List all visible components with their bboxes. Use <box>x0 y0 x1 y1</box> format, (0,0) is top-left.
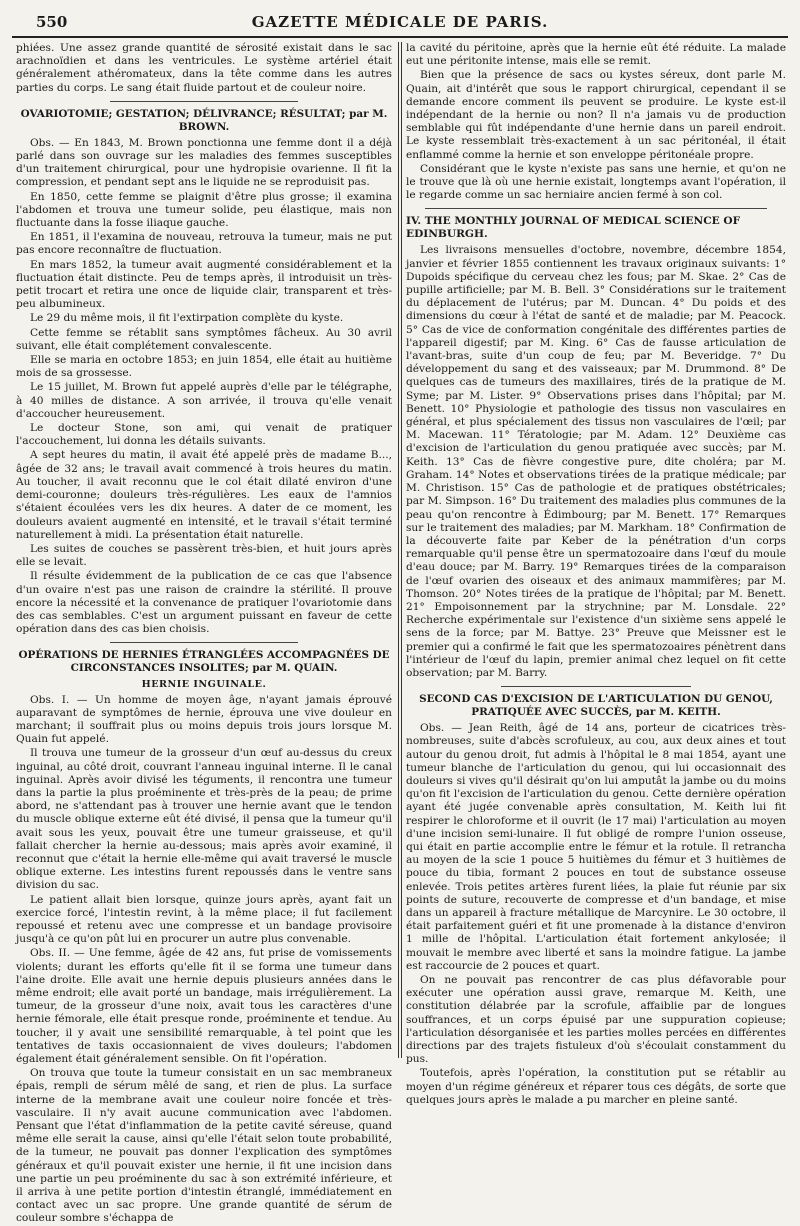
paragraph: Obs. — En 1843, M. Brown ponctionna une femme dont il a déjà parlé dans son ouvrage sur les maladies des femmes susceptibles d'un traitement chirurgical, pour une hydropisie ovarienne. Il fit la compression, et pendant sept ans le liquide ne se reproduisit pas. <box>16 136 392 189</box>
ovariotomy-heading: OVARIOTOMIE; GESTATION; DÉLIVRANCE; RÉSULTAT; par M. BROWN. <box>20 107 388 133</box>
right-column <box>406 42 786 1106</box>
paragraph: la cavité du péritoine, après que la hernie eût été réduite. La malade eut une péritonite intense, mais elle se remit. <box>406 42 786 68</box>
journal-title: GAZETTE MÉDICALE DE PARIS. <box>251 13 549 31</box>
edinburgh-journal-heading: IV. THE MONTHLY JOURNAL OF MEDICAL SCIENCE OF EDINBURGH. <box>406 215 741 241</box>
paragraph: Il trouva une tumeur de la grosseur d'un œuf au-dessus du creux inguinal, au côté droit, couvrant l'anneau inguinal interne. Il le canal inguinal. Après avoir divisé les téguments, il rencontra une tumeur dans la partie la plus proéminente et très-près de la peau; de prime abord, ne s'attendant pas à trouver une hernie avant que le tendon du muscle oblique externe eût été divisé, il pensa que la tumeur qu'il avait sous les yeux, pouvait être une tumeur graisseuse, et qu'il fallait chercher la hernie au-dessous; mais après avoir examiné, il reconnut que c'était la hernie elle-même qui avait traversé le muscle oblique externe. Les intestins furent repoussés dans le ventre sans division du sac. <box>16 747 392 892</box>
paragraph: Toutefois, après l'opération, la constitution put se rétablir au moyen d'un régime généreux et réparer tous ces dégâts, de sorte que quelques jours après le malade a pu marcher en pleine santé. <box>406 1067 786 1106</box>
paragraph: En 1850, cette femme se plaignit d'être plus grosse; il examina l'abdomen et trouva une tumeur solide, peu élastique, mais non fluctuante dans la fosse iliaque gauche. <box>16 190 392 230</box>
paragraph: En mars 1852, la tumeur avait augmenté considérablement et la fluctuation était distincte. Peu de temps après, il introduisit un très-petit trocart et retira une once de liquide clair, transparent et très-peu albumineux. <box>16 258 392 311</box>
paragraph: On ne pouvait pas rencontrer de cas plus défavorable pour exécuter une opération aussi grave, remarque M. Keith, une constitution délabrée par la scrofule, affaiblie par de longues souffrances, et un corps épuisé par une suppuration copieuse; l'articulation désorganisée et les parties molles percées en différentes directions par des trajets fistuleux d'où s'écoulait constamment du pus. <box>406 974 786 1066</box>
paragraph: Il résulte évidemment de la publication de ce cas que l'absence d'un ovaire n'est pas une raison de craindre la stérilité. Il prouve encore la nécessité et la convenance de pratiquer l'ovariotomie dans des cas semblables. C'est un argument puissant en faveur de cette opération dans des cas bien choisis. <box>16 570 392 636</box>
column-rule <box>401 42 402 1058</box>
paragraph: Le patient allait bien lorsque, quinze jours après, ayant fait un exercice forcé, l'intestin revint, à la même place; il fut facilement repoussé et retenu avec une compresse et un bandage provisoire jusqu'à ce qu'on pût lui en procurer un autre plus convenable. <box>16 893 392 946</box>
contents-paragraph: Les livraisons mensuelles d'octobre, novembre, décembre 1854, janvier et février 1855 contiennent les travaux originaux suivants: 1° Dupoids spécifique du cerveau chez les fous; par M. Skae. 2° Cas de pupille artificielle; par M. B. Bell. 3° Considérations sur le traitement du déplacement de l'utérus; par M. Duncan. 4° Du poids et des dimensions du cœur à l'état de santé et de maladie; par M. Peacock. 5° Cas de vice de conformation congénitale des différentes parties de l'appareil digestif; par M. King. 6° Cas de fausse articulation de l'avant-bras, suite d'un coup de feu; par M. Beveridge. 7° Du développement du sang et des vaisseaux; par M. Drummond. 8° De quelques cas de tumeurs des maxillaires, tirés de la pratique de M. Syme; par M. Lister. 9° Observations prises dans l'hôpital; par M. Benett. 10° Physiologie et pathologie des tissus non vasculaires en général, et plus spécialement des tissus non vasculaires de l'œil; par M. Macewan. 11° Tératologie; par M. Adam. 12° Deuxième cas d'excision de l'articulation du genou pratiquée avec succès; par M. Keith. 13° Cas de fièvre congestive pure, dite choléra; par M. Graham. 14° Notes et observations tirées de la pratique médicale; par M. Christison. 15° Cas de pathologie et de pratiques obstétricales; par M. Simpson. 16° Du traitement des maladies plus communes de la peau qu'on rencontre à Édimbourg; par M. Benett. 17° Remarques sur le traitement des maladies; par M. Markham. 18° Confirmation de la découverte faite par Keber de la pénétration d'un corps remarquable qu'il pense être un spermatozoaire dans l'œuf du moule d'eau douce; par M. Barry. 19° Remarques tirées de la comparaison de l'œuf ovarien des oiseaux et des animaux mammifères; par M. Thomson. 20° Notes tirées de la pratique de l'hôpital; par M. Benett. 21° Empoisonnement par la strychnine; par M. Lonsdale. 22° Recherche expérimentale sur l'existence d'un sixième sens appelé le sens de la force; par M. Battye. 23° Preuve que Meissner est le premier qui a confirmé le fait que les spermatozoaires pénètrent dans l'intérieur de l'œuf du lapin, premier animal chez lequel on fit cette observation; par M. Barry. <box>406 244 786 679</box>
paragraph: En 1851, il l'examina de nouveau, retrouva la tumeur, mais ne put pas encore reconnaître de fluctuation. <box>16 231 392 257</box>
knee-excision-heading: SECOND CAS D'EXCISION DE L'ARTICULATION DU GENOU, PRATIQUÉE AVEC SUCCÈS, par M. KEITH. <box>419 693 773 719</box>
hernia-heading: OPÉRATIONS DE HERNIES ÉTRANGLÉES ACCOMPAGNÉES DE CIRCONSTANCES INSOLITES; par M. QUAIN. <box>18 649 390 675</box>
paragraph: On trouva que toute la tumeur consistait en un sac membraneux épais, rempli de sérum mêlé de sang, et rien de plus. La surface interne de la membrane avait une couleur noire foncée et très-vasculaire. Il n'y avait aucune communication avec l'abdomen. Pensant que l'état d'inflammation de la petite cavité séreuse, quand même elle serait la cause, ainsi qu'elle l'était selon toute probabilité, de la tumeur, ne pouvait pas donner l'explication des symptômes généraux et qu'il pouvait exister une hernie, il fit une incision dans une partie un peu proéminente du sac à son extrémité inférieure, et il arriva à une petite portion d'intestin étranglé, immédiatement en contact avec un sac propre. Une grande quantité de sérum de couleur sombre s'échappa de <box>16 1067 392 1225</box>
paragraph: Le 15 juillet, M. Brown fut appelé auprès d'elle par le télégraphe, à 40 milles de distance. A son arrivée, il trouva qu'elle venait d'accoucher heureusement. <box>16 381 392 420</box>
newspaper-page <box>12 10 788 1225</box>
intro-paragraph: phiées. Une assez grande quantité de sérosité existait dans le sac arachnoïdien et dans les ventricules. Le système artériel était généralement athéromateux, dans la tête comme dans les autres parties du corps. Le sang était fluide partout et de couleur noire. <box>16 42 392 94</box>
paragraph: Le docteur Stone, son ami, qui venait de pratiquer l'accouchement, lui donna les détails suivants. <box>16 422 392 448</box>
paragraph: A sept heures du matin, il avait été appelé près de madame B..., âgée de 32 ans; le travail avait commencé à trois heures du matin. Au toucher, il avait reconnu que le col était dilaté environ d'une demi-couronne; douleurs très-régulières. Les eaux de l'amnios s'étaient écoulées vers les dix heures. A dater de ce moment, les douleurs avaient augmenté en intensité, et le travail s'était terminé naturellement à midi. La présentation était naturelle. <box>16 449 392 541</box>
paragraph: Obs. I. — Un homme de moyen âge, n'ayant jamais éprouvé auparavant de symptômes de hernie, éprouva une vive douleur en marchant; il souffrait plus ou moins depuis trois jours lorsque M. Quain fut appelé. <box>16 693 392 746</box>
paragraph: Obs. — Jean Reith, âgé de 14 ans, porteur de cicatrices très-nombreuses, suite d'abcès scrofuleux, au cou, aux deux aines et tout autour du genou droit, fut admis à l'hôpital le 8 mai 1854, ayant une tumeur blanche de l'articulation du genou, qui lui occasionnait des douleurs si vives qu'il désirait qu'on lui amputât la jambe ou du moins qu'on fit l'excision de l'articulation du genou. Cette dernière opération ayant été jugée convenable après consultation, M. Keith lui fit respirer le chloroforme et il ouvrit (le 17 mai) l'articulation au moyen d'une incision semi-lunaire. Il fut obligé de rompre l'union osseuse, qui était en partie accomplie entre le fémur et la rotule. Il retrancha au moyen de la scie 1 pouce 5 huitièmes du fémur et 3 huitièmes de pouce du tibia, formant 2 pouces en tout de substance osseuse enlevée. Trois petites artères furent liées, la plaie fut réunie par six points de suture, recouverte de compresse et d'un bandage, et mise dans un appareil à fracture métallique de Marcynire. Le 30 octobre, il était parfaitement guéri et fit une promenade à la distance d'environ 1 mille de l'hôpital. L'articulation était fortement ankylosée; il mouvait le membre avec liberté et sans la moindre fatigue. La jambe est raccourcie de 2 pouces et quart. <box>406 722 786 972</box>
separator <box>425 208 767 209</box>
separator <box>110 642 298 643</box>
separator <box>501 686 691 687</box>
column-rule <box>398 42 399 1058</box>
left-column <box>16 42 392 1225</box>
paragraph: Considérant que le kyste n'existe pas sans une hernie, et qu'on ne le trouve que là où une hernie existait, longtemps avant l'opération, il le regarde comme un sac herniaire ancien fermé à son col. <box>406 162 786 202</box>
paragraph: Cette femme se rétablit sans symptômes fâcheux. Au 30 avril suivant, elle était complétement convalescente. <box>16 326 392 352</box>
page-number: 550 <box>36 13 68 31</box>
separator <box>110 101 298 102</box>
paragraph: Le 29 du même mois, il fit l'extirpation complète du kyste. <box>30 312 344 325</box>
hernia-subheading: HERNIE INGUINALE. <box>141 679 267 691</box>
paragraph: Les suites de couches se passèrent très-bien, et huit jours après elle se levait. <box>16 542 392 569</box>
paragraph: Elle se maria en octobre 1853; en juin 1854, elle était au huitième mois de sa grossesse. <box>16 354 392 380</box>
paragraph: Bien que la présence de sacs ou kystes séreux, dont parle M. Quain, ait d'intérêt que sous le rapport chirurgical, cependant il se demande encore comment ils peuvent se produire. Le kyste est-il indépendant de la hernie ou non? Il n'a jamais vu de production semblable qui fût indépendante d'une hernie dans un pareil endroit. Le kyste ressemblait très-exactement à un sac péritonéal, il était enflammé comme la hernie et son enveloppe péritonéale propre. <box>406 69 786 161</box>
columns <box>12 42 788 1225</box>
page-header <box>12 10 788 38</box>
paragraph: Obs. II. — Une femme, âgée de 42 ans, fut prise de vomissements violents; durant les efforts qu'elle fit il se forma une tumeur dans l'aine droite. Elle avait une hernie depuis plusieurs années dans le même endroit; elle avait porté un bandage, mais irrégulièrement. La tumeur, de la grosseur d'une noix, avait tous les caractères d'une hernie fémorale, elle était presque ronde, proéminente et tendue. Au toucher, il y avait une sensibilité remarquable, à tel point que les tentatives de taxis occasionnaient de vives douleurs; l'abdomen également était généralement sensible. On fit l'opération. <box>16 947 392 1066</box>
